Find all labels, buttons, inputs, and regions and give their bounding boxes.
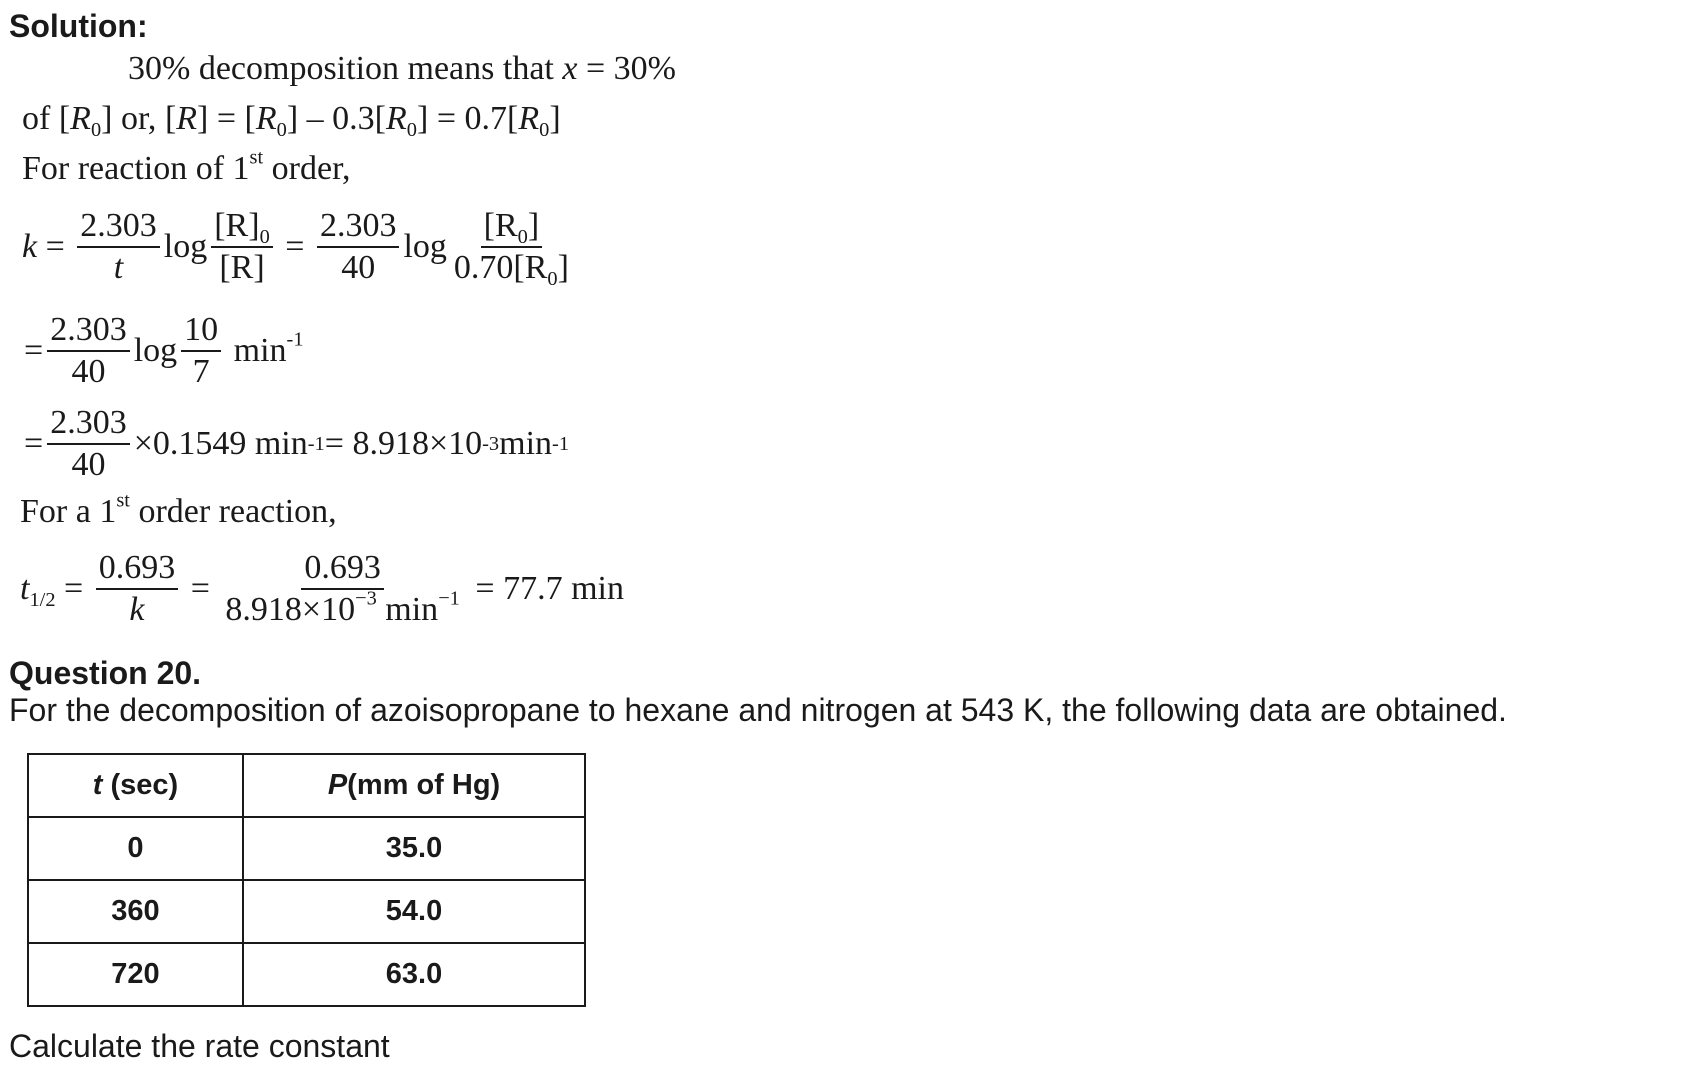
table-cell-pressure: 54.0	[243, 880, 585, 943]
coefficient-fraction: $\frac{2.303}{t}$	[77, 208, 160, 285]
table-row	[28, 943, 585, 1006]
table-cell-time: 720	[28, 943, 243, 1006]
table-row	[28, 880, 585, 943]
prompt-text: Calculate the rate constant	[9, 1028, 390, 1064]
coefficient-fraction-2: $\frac{2.303}{40}$	[317, 208, 400, 285]
table-cell-pressure: 63.0	[243, 943, 585, 1006]
derivation-line-1: 30% decomposition means that x = 30%	[128, 50, 676, 87]
question-heading: Question 20.	[9, 655, 202, 691]
column-header-pressure: P(mm of Hg)	[243, 754, 585, 817]
column-header-time: t (sec)	[28, 754, 243, 817]
derivation-step-3: = $\frac{2.303}{40}$ ×0.1549 min -1 = 8.918×10 -3 min -1	[24, 404, 570, 483]
table-cell-time: 360	[28, 880, 243, 943]
table-row	[28, 817, 585, 880]
data-table	[27, 753, 586, 1007]
table-cell-time: 0	[28, 817, 243, 880]
solution-heading: Solution:	[9, 8, 148, 44]
concentration-ratio-fraction-2: $\frac{[R_0]}{0.70[R_0]}$	[453, 207, 569, 290]
rate-constant-equation: k = $\frac{2.303}{t}$ log $\frac{[R]_0}{[R]}$ = $\frac{2.303}{40}$ log $\frac{[R_0]}{0.70[R_0]}$	[22, 208, 576, 285]
concentration-ratio-fraction: $\frac{[R]_0}{[R]}$	[211, 208, 273, 285]
table-header-row	[28, 754, 585, 817]
derivation-line-half-life-intro: For a 1st order reaction,	[20, 489, 337, 530]
derivation-step-2: = $\frac{2.303}{40}$ log $\frac{10}{7}$ $\min^{-1}$	[24, 311, 304, 390]
question-text: For the decomposition of azoisopropane to hexane and nitrogen at 543 K, the following data are obtained.	[9, 692, 1507, 728]
table-cell-pressure: 35.0	[243, 817, 585, 880]
derivation-line-3: For reaction of 1st order,	[22, 146, 351, 187]
derivation-line-2: of $[R_0]$ or, $[R] = [R_0] - 0.3[R_0] = 0.7[R_0]$	[22, 100, 561, 142]
half-life-equation: $t_{1/2}$ = $\frac{0.693}{k}$ = $\frac{0.693}{8.918\times 10^{-3} \min^{-1}}$ = 77.7 min	[20, 549, 624, 628]
